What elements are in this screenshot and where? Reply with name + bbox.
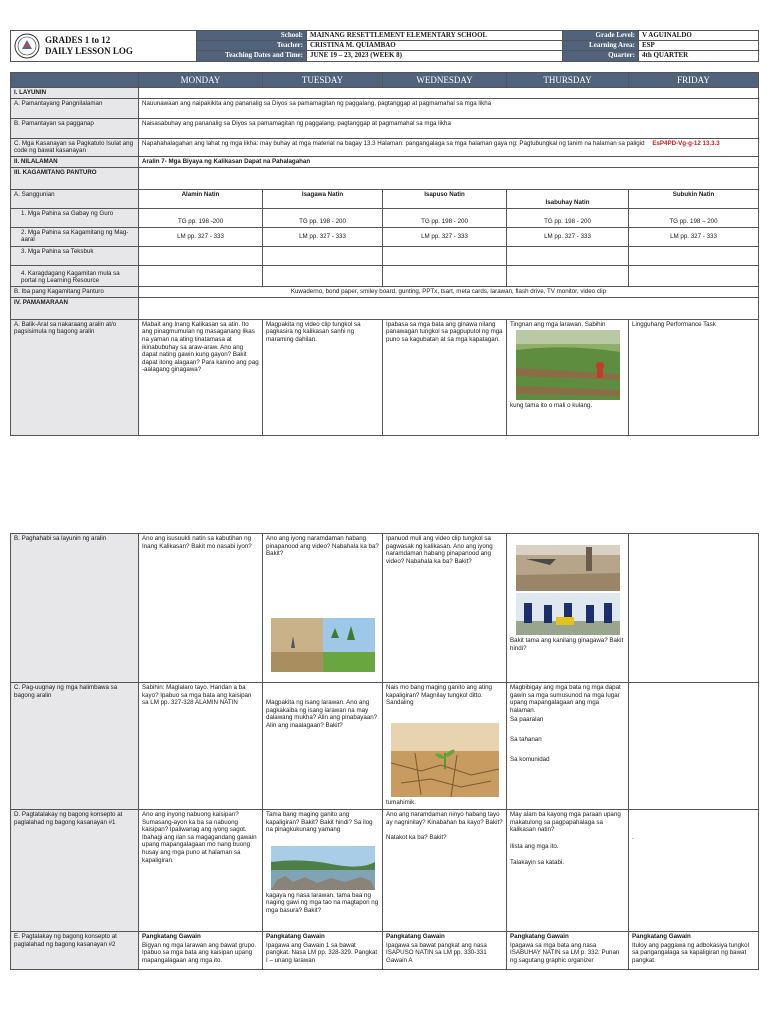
balik-aral-mon: Mabait ang Inang Kalikasan sa atin. Ito ang pinagmumulan ng masaganang likas na yaman na ating tinatamasa at ikinabubuhay sa araw-araw. Ano ang dapat nating gawin kung gayon? Bakit dapat itong alagaan? Para kanino ang pag -aalagang ginagawa? (139, 319, 263, 435)
day-thursday: THURSDAY (507, 73, 629, 88)
balik-aral-thu (507, 319, 629, 435)
gabay-thu: TG pp. 198 - 200 (507, 208, 629, 227)
quarter-label: Quarter: (563, 51, 639, 62)
balik-aral-tue: Magpakita ng video clip tungkol sa pagkasira ng kalikasan sanhi ng maraming dahilan. (263, 319, 383, 435)
gabay-fri: TG pp. 198 – 200 (629, 208, 759, 227)
pagtatalakay2-wed (383, 932, 507, 970)
pagtatalakay1-thu-2: Ilista ang mga ito. (510, 842, 559, 850)
day-tuesday: TUESDAY (263, 73, 383, 88)
school-label: School: (197, 31, 307, 41)
pamantayan-pagganap-label: B. Pamantayan sa pagganap (11, 118, 139, 138)
mag-aaral-mon: LM pp. 327 - 333 (139, 227, 263, 246)
gawain-title-wed: Pangkatang Gawain (386, 933, 445, 940)
mag-aaral-tue: LM pp. 327 - 333 (263, 227, 383, 246)
polluted-river-photo (271, 846, 375, 890)
pamantayang-pangnilalaman-label: A. Pamantayang Pangnilalaman (11, 98, 139, 118)
mag-aaral-label: 2. Mga Pahina sa Kagamitang ng Mag-aaral (11, 227, 139, 246)
gawain-title-tue: Pangkatang Gawain (266, 933, 325, 940)
pagtatalakay2-mon-text: Bigyan ng mga larawan ang bawat grupo. Ipabuo sa mga bata ang kaisipan upang mapangalagaan ang mga ito. (142, 941, 257, 964)
kagamitan-label: III. KAGAMITANG PANTURO (11, 167, 139, 189)
day-title-thu: Isabuhay Natin (507, 189, 629, 208)
paguugnay-wed-after: tumahimik. (386, 798, 416, 806)
paguugnay-thu-item-2: Sa tahanan (510, 735, 542, 743)
dates-label: Teaching Dates and Time: (197, 51, 307, 62)
paghahabi-wed: Ipanuod muli ang video clip tungkol sa pagwasak ng kalikasan. Ano ang iyong naramdaman habang pinapanood ang video? Nabahala ka ba? Bakit? (383, 534, 507, 683)
pagtatalakay1-thu (507, 810, 629, 932)
gabay-wed: TG pp. 198 - 200 (383, 208, 507, 227)
nilalaman-text: Aralin 7- Mga Biyaya ng Kalikasan Dapat na Pahalagahan (139, 156, 759, 167)
paguugnay-thu-text: Magbibigay ang mga bata ng mga dapat gawin sa mga sumusunod na mga lugar upang mapangalagaan ang mga halaman. (510, 684, 621, 714)
paguugnay-thu-item-3: Sa komunidad (510, 755, 550, 763)
kasanayan-label: C. Mga Kasanayan sa Pagkatuto Isulat ang code ng bawat kasanayan (11, 138, 139, 156)
pagtatalakay2-thu (507, 932, 629, 970)
day-title-mon: Alamin Natin (139, 189, 263, 208)
kasanayan-text (139, 138, 759, 156)
day-title-tue: Isagawa Natin (263, 189, 383, 208)
pagtatalakay2-label: E. Pagtalakay ng bagong konsepto at paglalahad ng bagong kasanayan #2 (11, 932, 139, 970)
paghahabi-label: B. Paghahabi sa layunin ng aralin (11, 534, 139, 683)
lesson-log-table-part1 (10, 72, 758, 436)
gawain-title-mon: Pangkatang Gawain (142, 933, 201, 940)
lesson-log-table-part2 (10, 533, 758, 970)
pagtatalakay1-fri: . (629, 810, 759, 932)
dry-land-photo (516, 545, 620, 591)
gabay-mon: TG pp. 198 -200 (139, 208, 263, 227)
day-title-fri: Subukin Natin (629, 189, 759, 208)
nilalaman-label: II. NILALAMAN (11, 156, 139, 167)
corner-cell (11, 73, 139, 88)
pagtatalakay2-mon (139, 932, 263, 970)
cleanup-volunteers-photo (516, 593, 620, 635)
balik-aral-thu-text: Tingnan ang mga larawan. Sabihin (510, 320, 606, 328)
gawain-title-fri: Pangkatang Gawain (632, 933, 691, 940)
pamantayan-pagganap-text: Naisasabuhay ang pananalig sa Diyos sa pamamagitan ng paggalang, pagtanggap at pagmamahal sa mga likha (139, 118, 759, 138)
balik-aral-thu-after: kung tama ito o mali o kulang. (510, 402, 593, 410)
school-value: MAINANG RESETTLEMENT ELEMENTARY SCHOOL (307, 31, 563, 41)
header (10, 30, 758, 62)
dates-value: JUNE 19 – 23, 2023 (WEEK 8) (307, 51, 563, 62)
pagtatalakay2-fri-text: Ituloy ang paggawa ng adbokasiya tungkol sa pangangalaga sa kapaligiran ng bawat pangkat. (632, 941, 749, 964)
pamamaraan-label: IV. PAMAMARAAN (11, 297, 139, 319)
pagtatalakay1-thu-3: Talakayin sa katabi. (510, 859, 564, 867)
logo-block (11, 31, 197, 62)
gabay-label: 1. Mga Pahina sa Gabay ng Guro (11, 208, 139, 227)
pagtatalakay1-wed-2: Natakot ka ba? Bakit? (386, 834, 447, 842)
pagtatalakay2-fri (629, 932, 759, 970)
pagtatalakay2-tue (263, 932, 383, 970)
pagtatalakay1-tue-text: Tama bang maging ganito ang kapaligiran? Bakit? Bakit hindi? Sa ilog na pinagkukunang yamang (266, 811, 373, 834)
split-earth-photo (271, 618, 375, 672)
pagtatalakay1-tue-after: kagaya ng nasa larawan, tama baa ng naging gawi ng mga tao na magtapon ng mga basura? Bakit? (266, 891, 379, 914)
grade-value: V AGUINALDO (639, 31, 759, 41)
paguugnay-tue: Magpakita ng isang larawan. Ano ang pagkakaiba ng isang larawan na may dalawang mukha? Alin ang pinabayaan? Alin ang inaalagaan? Bakit? (263, 683, 383, 810)
area-value: ESP (639, 41, 759, 51)
pagtatalakay2-tue-text: Ipagawa ang Gawain 1 sa bawat pangkat. Nasa LM pp. 328-329. Pangkat I – unang larawan (266, 941, 378, 964)
day-monday: MONDAY (139, 73, 263, 88)
kasanayan-code: EsP4PD-Vg-g-12 13.3.3 (652, 139, 720, 147)
pagtatalakay1-mon: Ano ang inyong nabuong kaisipan? Sumasang-ayon ka ba sa nabuong kaisipan? Ipaliwanag ang iyong sagot. Ibahagi ang ilan sa magagandang gawain upang mapangalagaan mo nang buong husay ang mga puno at halaman sa kapaligiran. (139, 810, 263, 932)
paghahabi-tue-text: Ano ang iyong naramdaman habang pinapanood ang video? Nabahala ka ba? Bakit? (266, 535, 379, 558)
pagtatalakay1-wed (383, 810, 507, 932)
mag-aaral-wed: LM pp. 327 - 333 (383, 227, 507, 246)
area-label: Learning Area: (563, 41, 639, 51)
deped-seal-icon (14, 33, 40, 59)
teacher-label: Teacher: (197, 41, 307, 51)
pagtatalakay2-thu-text: Ipagawa sa mga bata ang nasa ISABUHAY NATIN sa LM p. 332. Punan ng sagutang graphic organizer (510, 941, 620, 964)
gabay-tue: TG pp. 198 - 200 (263, 208, 383, 227)
balik-aral-label: A. Balik-Aral sa nakaraang aralin at/o pagsisimula ng bagong aralin (11, 319, 139, 435)
sanggunian-label: A. Sanggunian (11, 189, 139, 208)
balik-aral-wed: Ipabasa sa mga bata ang ginawa nilang panawagan tungkol sa pagpuputol ng mga puno sa kagubatan at sa mga kapatagan. (383, 319, 507, 435)
iba-kagamitan-label: B. Iba pang Kagamitang Panturo (11, 286, 139, 297)
layunin-label: I. LAYUNIN (11, 88, 139, 99)
day-friday: FRIDAY (629, 73, 759, 88)
paguugnay-wed-text: Nais mo bang maging ganito ang ating kapaligiran? Magnilay tungkol ditto. Sandaling (386, 684, 492, 707)
grade-label: Grade Level: (563, 31, 639, 41)
mag-aaral-thu: LM pp. 327 - 333 (507, 227, 629, 246)
pagtatalakay1-thu-text: May alam ba kayong mga paraan upang makatulong sa pagpapahalaga sa kalikasan natin? (510, 811, 621, 834)
day-wednesday: WEDNESDAY (383, 73, 507, 88)
paguugnay-thu (507, 683, 629, 810)
iba-kagamitan-text: Kuwaderno, bond paper, smiley board, gunting, PPTx, tsart, meta cards, larawan, flash drive, TV monitor, video clip (139, 286, 759, 297)
garden-photo (516, 330, 620, 400)
paguugnay-label: C. Pag-uugnay ng mga halimbawa sa bagong aralin (11, 683, 139, 810)
paguugnay-mon: Sabihin: Maglalaro tayo. Handan a ba kayo? Ipabuo sa mga bata ang kaisipan sa LM pp. 327-328 ALAMIN NATIN (139, 683, 263, 810)
kasanayan-body: Napahahalagahan ang lahat ng mga likha: may buhay at mga material na bagay 13.3 Halaman: pangangalaga sa mga halaman gaya ng: Pagtubungkal ng tanim na halaman sa paligid (142, 139, 645, 147)
paghahabi-thu-text: Bakit tama ang kanilang ginagawa? Bakit hindi? (510, 637, 624, 652)
balik-aral-fri: Lingguhang Performance Task (629, 319, 759, 435)
quarter-value: 4th QUARTER (639, 51, 759, 62)
logo-title-2: DAILY LESSON LOG (45, 46, 133, 56)
pamantayang-pangnilalaman-text: Nauunawaan ang naipakikita ang pananalig sa Diyos sa pamamagitan ng paggalang, pagtanggap at pagmamahal sa mga likha (139, 98, 759, 118)
portal-label: 4. Karagdagang Kagamitan mula sa portal ng Learning Resource (11, 265, 139, 286)
paguugnay-wed (383, 683, 507, 810)
teksbuk-label: 3. Mga Pahina sa Teksbuk (11, 246, 139, 265)
paghahabi-mon: Ano ang isusuukli natin sa kabutihan ng Inang Kalikasan? Bakit mo nasabi iyon? (139, 534, 263, 683)
pagtatalakay1-label: D. Pagtatalakay ng bagong konsepto at paglalahad ng bagong kasanayan #1 (11, 810, 139, 932)
day-title-wed: Isapuso Natin (383, 189, 507, 208)
paghahabi-tue (263, 534, 383, 683)
teacher-value: CRISTINA M. QUIAMBAO (307, 41, 563, 51)
paguugnay-thu-item-1: Sa paaralan (510, 716, 544, 724)
pagtatalakay1-wed-text: Ano ang naramdaman ninyo habang tayo ay nagninilay? Kinabahan ba kayo? Bakit? (386, 811, 503, 826)
mag-aaral-fri: LM pp. 327 - 333 (629, 227, 759, 246)
paghahabi-thu (507, 534, 629, 683)
pagtatalakay2-wed-text: Ipagawa sa bawat pangkat ang nasa ISAPUSO NATIN sa LM pp. 330-331 Gawain A (386, 941, 487, 964)
pagtatalakay1-tue (263, 810, 383, 932)
gawain-title-thu: Pangkatang Gawain (510, 933, 569, 940)
cracked-soil-seedling-photo (391, 723, 499, 797)
logo-title-1: GRADES 1 to 12 (45, 35, 111, 45)
